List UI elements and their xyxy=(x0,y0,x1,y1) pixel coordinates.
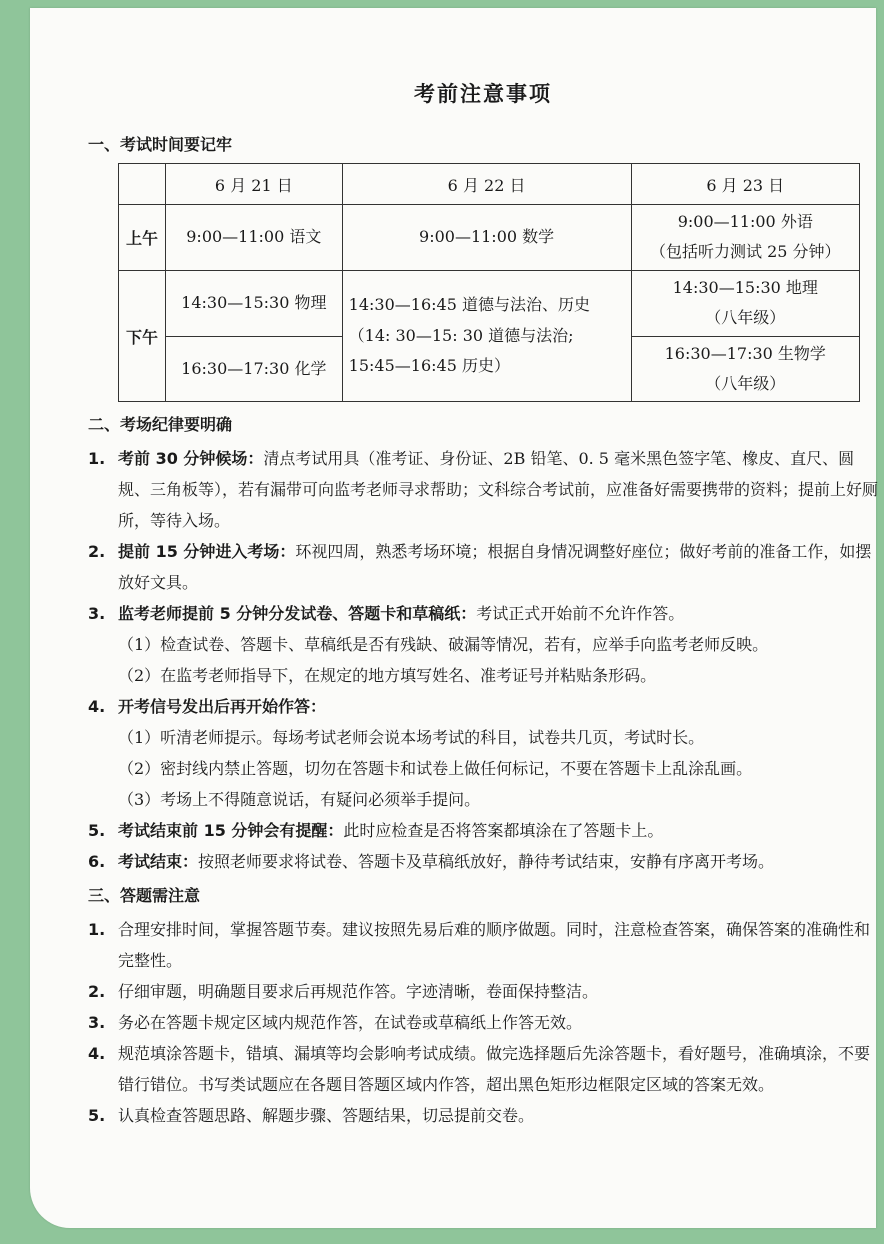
item-text: 此时应检查是否将答案都填涂在了答题卡上。 xyxy=(343,821,664,841)
schedule-cell xyxy=(631,336,859,402)
document-title: 考前注意事项 xyxy=(414,82,552,106)
date-header: 6 月 21 日 xyxy=(166,164,343,205)
list-item xyxy=(88,691,878,722)
afternoon-label: 下午 xyxy=(119,270,166,402)
section-3-heading: 三、答题需注意 xyxy=(88,886,201,906)
item-number: 3. xyxy=(88,604,106,624)
schedule-line: 14:30—15:30 地理 xyxy=(672,277,818,297)
list-item xyxy=(88,443,878,536)
list-item xyxy=(88,598,878,629)
morning-row xyxy=(119,205,860,271)
list-item xyxy=(88,1038,878,1100)
document-content xyxy=(88,74,878,1137)
schedule-cell: 16:30—17:30 化学 xyxy=(166,336,343,402)
schedule-line: （14: 30—15: 30 道德与法治; xyxy=(348,325,574,345)
item-lead: 开考信号发出后再开始作答： xyxy=(118,697,327,717)
date-header: 6 月 23 日 xyxy=(631,164,859,205)
schedule-cell: 9:00—11:00 语文 xyxy=(166,205,343,271)
item-lead: 监考老师提前 5 分钟分发试卷、答题卡和草稿纸： xyxy=(118,604,477,624)
sub-item: （1）检查试卷、答题卡、草稿纸是否有残缺、破漏等情况，若有，应举手向监考老师反映。 xyxy=(118,635,769,655)
item-number: 6. xyxy=(88,852,106,872)
list-item xyxy=(88,846,878,877)
list-item xyxy=(88,536,878,598)
sub-item: （3）考场上不得随意说话，有疑问必须举手提问。 xyxy=(118,790,481,810)
table-corner-cell xyxy=(119,164,166,205)
sub-item: （1）听清老师提示。每场考试老师会说本场考试的科目，试卷共几页，考试时长。 xyxy=(118,728,705,748)
item-text: 清点考试用具（准考证、身份证、2B 铅笔、0. 5 毫米黑色签字笔、橡皮、直尺、圆规、三角板等），若有漏带可向监考老师寻求帮助；文科综合考试前，应准备好需要携带的资料；提前上好厕所，等待入场。 xyxy=(118,449,879,531)
item-text: 规范填涂答题卡，错填、漏填等均会影响考试成绩。做完选择题后先涂答题卡，看好题号，准确填涂，不要错行错位。书写类试题应在各题目答题区域内作答，超出黑色矩形边框限定区域的答案无效。 xyxy=(118,1044,871,1095)
list-item xyxy=(88,1100,878,1131)
item-text: 务必在答题卡规定区域内规范作答，在试卷或草稿纸上作答无效。 xyxy=(118,1013,583,1033)
item-number: 5. xyxy=(88,1106,106,1126)
item-lead: 考试结束前 15 分钟会有提醒： xyxy=(118,821,344,841)
item-lead: 考试结束： xyxy=(118,852,199,872)
afternoon-row-1 xyxy=(119,270,860,336)
page-sheet xyxy=(30,8,879,1228)
sub-item: （2）密封线内禁止答题，切勿在答题卡和试卷上做任何标记，不要在答题卡上乱涂乱画。 xyxy=(118,759,753,779)
schedule-line: 9:00—11:00 外语 xyxy=(677,212,813,231)
list-item xyxy=(88,976,878,1007)
schedule-cell: 9:00—11:00 数学 xyxy=(342,205,631,271)
schedule-note: （八年级） xyxy=(705,308,786,328)
table-header-row xyxy=(119,164,860,205)
item-number: 1. xyxy=(88,920,106,940)
section-2-heading: 二、考场纪律要明确 xyxy=(88,415,233,435)
schedule-note: （八年级） xyxy=(705,373,786,393)
item-number: 1. xyxy=(88,449,106,469)
schedule-cell xyxy=(342,270,631,402)
list-item xyxy=(88,1007,878,1038)
item-number: 2. xyxy=(88,542,106,562)
item-text: 环视四周，熟悉考场环境；根据自身情况调整好座位；做好考前的准备工作，如摆放好文具。 xyxy=(118,542,872,593)
item-text: 考试正式开始前不允许作答。 xyxy=(476,604,685,624)
item-text: 仔细审题，明确题目要求后再规范作答。字迹清晰，卷面保持整洁。 xyxy=(118,982,599,1002)
item-number: 5. xyxy=(88,821,106,841)
list-item xyxy=(88,815,878,846)
item-number: 3. xyxy=(88,1013,106,1033)
schedule-cell xyxy=(631,270,859,336)
schedule-line: 14:30—16:45 道德与法治、历史 xyxy=(348,295,590,315)
item-lead: 考前 30 分钟候场： xyxy=(118,449,264,469)
date-header: 6 月 22 日 xyxy=(342,164,631,205)
section-1-heading: 一、考试时间要记牢 xyxy=(88,135,233,154)
schedule-note: （包括听力测试 25 分钟） xyxy=(649,242,841,262)
item-text: 认真检查答题思路、解题步骤、答题结果，切忌提前交卷。 xyxy=(118,1106,535,1126)
item-number: 2. xyxy=(88,982,106,1002)
item-number: 4. xyxy=(88,1044,106,1064)
schedule-cell: 14:30—15:30 物理 xyxy=(166,270,343,336)
morning-label: 上午 xyxy=(119,205,166,271)
discipline-list xyxy=(88,443,878,877)
item-text: 合理安排时间，掌握答题节奏。建议按照先易后难的顺序做题。同时，注意检查答案，确保答案的准确性和完整性。 xyxy=(118,920,871,971)
answering-list xyxy=(88,914,878,1131)
item-number: 4. xyxy=(88,697,106,717)
list-item xyxy=(88,914,878,976)
exam-schedule-table xyxy=(118,163,860,402)
schedule-line: 15:45—16:45 历史） xyxy=(348,356,510,376)
schedule-line: 16:30—17:30 生物学 xyxy=(664,343,826,363)
item-lead: 提前 15 分钟进入考场： xyxy=(118,542,296,562)
sub-item: （2）在监考老师指导下，在规定的地方填写姓名、准考证号并粘贴条形码。 xyxy=(118,666,657,686)
item-text: 按照老师要求将试卷、答题卡及草稿纸放好，静待考试结束，安静有序离开考场。 xyxy=(198,852,775,872)
schedule-cell xyxy=(631,205,859,271)
